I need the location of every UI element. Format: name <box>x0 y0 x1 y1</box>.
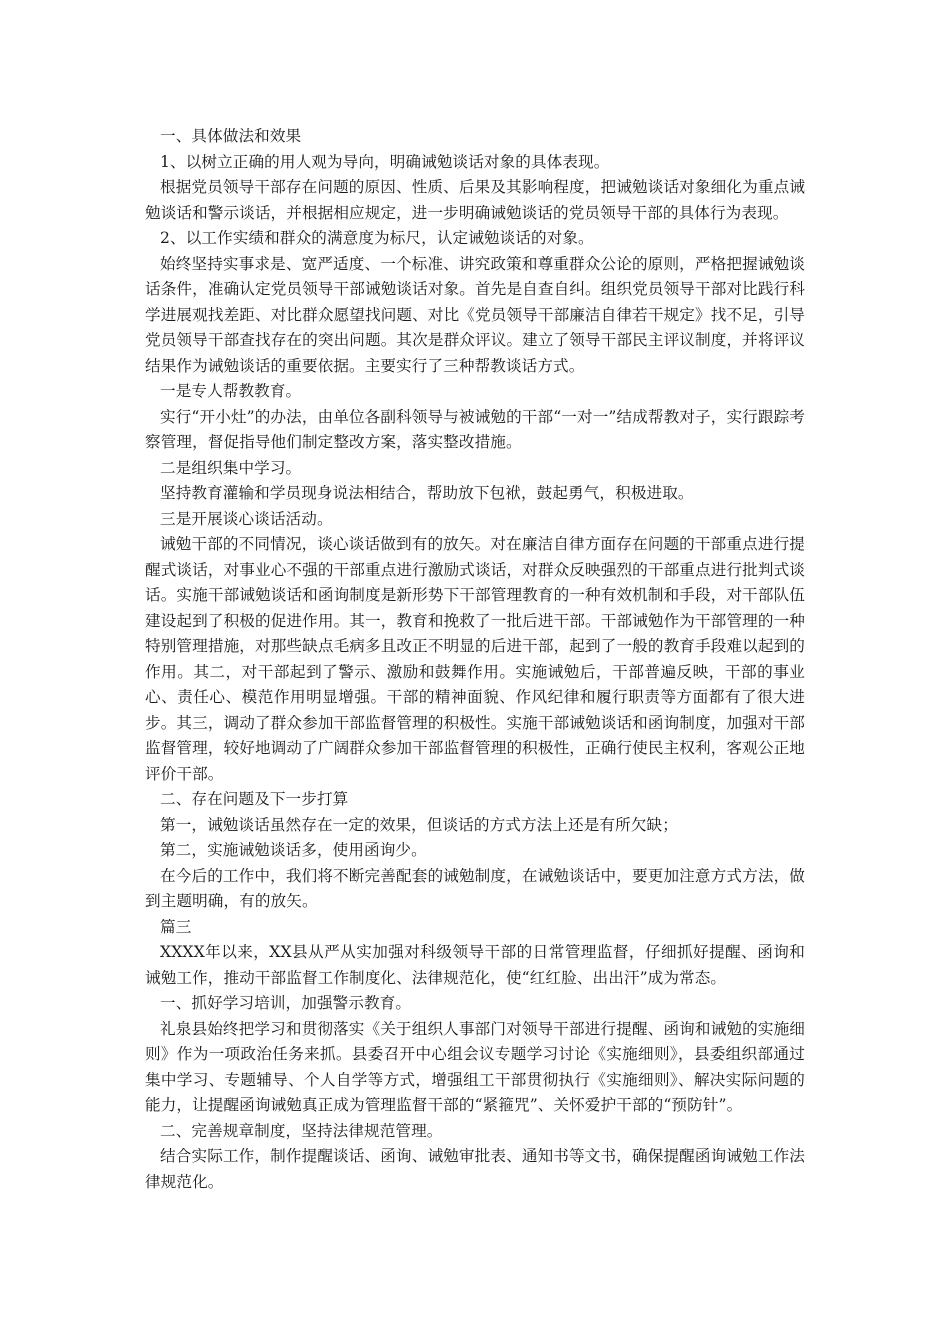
body-paragraph: 结合实际工作，制作提醒谈话、函询、诫勉审批表、通知书等文书，确保提醒函询诫勉工作法律规范化。 <box>145 1147 805 1191</box>
section-heading: 一、抓好学习培训，加强警示教育。 <box>160 994 412 1012</box>
body-paragraph: 诫勉干部的不同情况，谈心谈话做到有的放矢。对在廉洁自律方面存在问题的干部重点进行提醒式谈话，对事业心不强的干部重点进行激励式谈话，对群众反映强烈的干部重点进行批判式谈话。实施干部诫勉谈话和函询制度是新形势下干部管理教育的一种有效机制和手段，对干部队伍建设起到了积极的促进作用。其一，教育和挽救了一批后进干部。干部诫勉作为干部管理的一种特别管理措施，对那些缺点毛病多且改正不明显的后进干部，起到了一般的教育手段难以起到的作用。其二，对干部起到了警示、激励和鼓舞作用。实施诫勉后，干部普遍反映，干部的事业心、责任心、模范作用明显增强。干部的精神面貌、作风纪律和履行职责等方面都有了很大进步。其三，调动了群众参加干部监督管理的积极性。实施干部诫勉谈话和函询制度，加强对干部监督管理，较好地调动了广阔群众参加干部监督管理的积极性，正确行使民主权利，客观公正地评价干部。 <box>145 535 805 783</box>
chapter-title: 篇三 <box>160 917 192 936</box>
subheading: 2、以工作实绩和群众的满意度为标尺，认定诫勉谈话的对象。 <box>160 229 594 247</box>
subheading: 1、以树立正确的用人观为导向，明确诫勉谈话对象的具体表现。 <box>160 152 610 171</box>
body-paragraph: 礼泉县始终把学习和贯彻落实《关于组织人事部门对领导干部进行提醒、函询和诫勉的实施细则》作为一项政治任务来抓。县委召开中心组会议专题学习讨论《实施细则》，县委组织部通过集中学习、专题辅导、个人自学等方式，增强组工干部贯彻执行《实施细则》、解决实际问题的能力，让提醒函询诫勉真正成为管理监督干部的“紧箍咒”、关怀爱护干部的“预防针”。 <box>145 1019 805 1114</box>
body-paragraph: 第二，实施诫勉谈话多，使用函询少。 <box>160 841 427 859</box>
document-body <box>145 124 805 1195</box>
section-heading: 一、具体做法和效果 <box>160 127 302 145</box>
body-paragraph: 始终坚持实事求是、宽严适度、一个标准、讲究政策和尊重群众公论的原则，严格把握诫勉谈话条件，准确认定党员领导干部诫勉谈话对象。首先是自查自纠。组织党员领导干部对比践行科学进展观找差距、对比群众愿望找问题、对比《党员领导干部廉洁自律若干规定》找不足，引导党员领导干部查找存在的突出问题。其次是群众评议。建立了领导干部民主评议制度，并将评议结果作为诫勉谈话的重要依据。主要实行了三种帮教谈话方式。 <box>145 254 805 375</box>
body-paragraph: 实行“开小灶”的办法，由单位各副科领导与被诫勉的干部“一对一”结成帮教对子，实行跟踪考察管理，督促指导他们制定整改方案，落实整改措施。 <box>145 407 805 451</box>
subheading: 二是组织集中学习。 <box>160 458 302 477</box>
subheading: 一是专人帮教教育。 <box>160 382 302 400</box>
section-heading: 二、存在问题及下一步打算 <box>160 790 349 808</box>
section-heading: 二、完善规章制度，坚持法律规范管理。 <box>160 1121 443 1140</box>
subheading: 三是开展谈心谈话活动。 <box>160 509 333 528</box>
body-paragraph: 第一，诫勉谈话虽然存在一定的效果，但谈话的方式方法上还是有所欠缺； <box>160 815 678 834</box>
body-paragraph: 坚持教育灌输和学员现身说法相结合，帮助放下包袱，鼓起勇气，积极进取。 <box>160 484 694 502</box>
body-paragraph: 根据党员领导干部存在问题的原因、性质、后果及其影响程度，把诫勉谈话对象细化为重点诫勉谈话和警示谈话，并根据相应规定，进一步明确诫勉谈话的党员领导干部的具体行为表现。 <box>145 178 805 222</box>
body-paragraph: XXXX年以来，XX县从严从实加强对科级领导干部的日常管理监督，仔细抓好提醒、函询和诫勉工作，推动干部监督工作制度化、法律规范化，使“红红脸、出出汗”成为常态。 <box>145 943 805 987</box>
body-paragraph: 在今后的工作中，我们将不断完善配套的诫勉制度，在诫勉谈话中，要更加注意方式方法，做到主题明确，有的放矢。 <box>145 866 805 910</box>
